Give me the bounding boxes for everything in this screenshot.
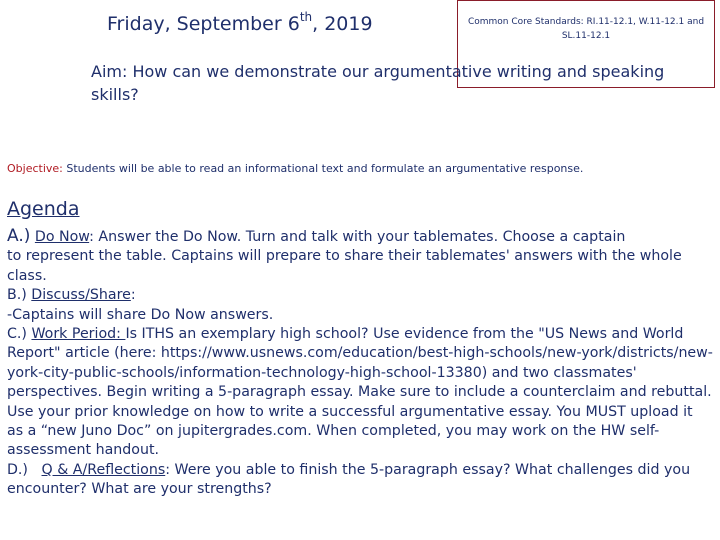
page-date (107, 10, 373, 35)
agenda-item-c-text: Is ITHS an exemplary high school? Use evidence from the "US News and World Report" article (here: https://www.usnews.com/education/best-high-schools/new-york/districts/new-york-city-public-schools/information-technology-high-school-13380) and two classmates' perspectives. Begin writing a 5-paragraph essay. Make sure to include a counterclaim and rebuttal. Use your prior knowledge on how to write a successful argumentative essay. You MUST upload it as a “new Juno Doc” on jupitergrades.com. When completed, you may work on the HW self-assessment handout. (7, 326, 713, 459)
agenda-item-a (7, 227, 713, 286)
agenda-item-c-prefix: C.) (7, 326, 27, 343)
agenda-item-c-title: Work Period: (31, 326, 126, 343)
standards-text: Common Core Standards: RI.11-12.1, W.11-12.1 and SL.11-12.1 (467, 17, 705, 41)
agenda-item-b-text: : (130, 287, 136, 304)
agenda-item-d (7, 461, 713, 500)
aim-text: Aim: How can we demonstrate our argumentative writing and speaking skills? (91, 62, 665, 104)
agenda-item-a-title: Do Now (34, 229, 90, 245)
agenda-item-c (7, 325, 713, 461)
agenda-item-a-prefix: A.) (7, 226, 31, 246)
objective (7, 162, 713, 175)
agenda-list (7, 227, 713, 500)
agenda-item-b (7, 286, 713, 305)
agenda-item-d-prefix: D.) (7, 461, 28, 478)
date-main: Friday, September 6 (107, 13, 300, 35)
date-year: , 2019 (312, 13, 373, 35)
date-ordinal-suffix: th (299, 10, 313, 24)
agenda-item-a-text: : Answer the Do Now. Turn and talk with your tablemates. Choose a captain (89, 229, 626, 245)
agenda-item-b-title: Discuss/Share (31, 287, 131, 304)
agenda-item-b-prefix: B.) (7, 287, 27, 304)
agenda-item-b-line: -Captains will share Do Now answers. (7, 306, 274, 323)
agenda-item-d-title: Q & A/Reflections (41, 461, 166, 478)
objective-label: Objective: (7, 162, 63, 175)
agenda-item-d-text: : Were you able to finish the 5-paragraph essay? What challenges did you encounter? What are your strengths? (7, 461, 691, 498)
objective-text: Students will be able to read an informational text and formulate an argumentative response. (66, 162, 584, 175)
agenda-item-a-text-rest: to represent the table. Captains will prepare to share their tablemates' answers with the whole class. (7, 248, 682, 284)
agenda-heading: Agenda (7, 198, 80, 220)
